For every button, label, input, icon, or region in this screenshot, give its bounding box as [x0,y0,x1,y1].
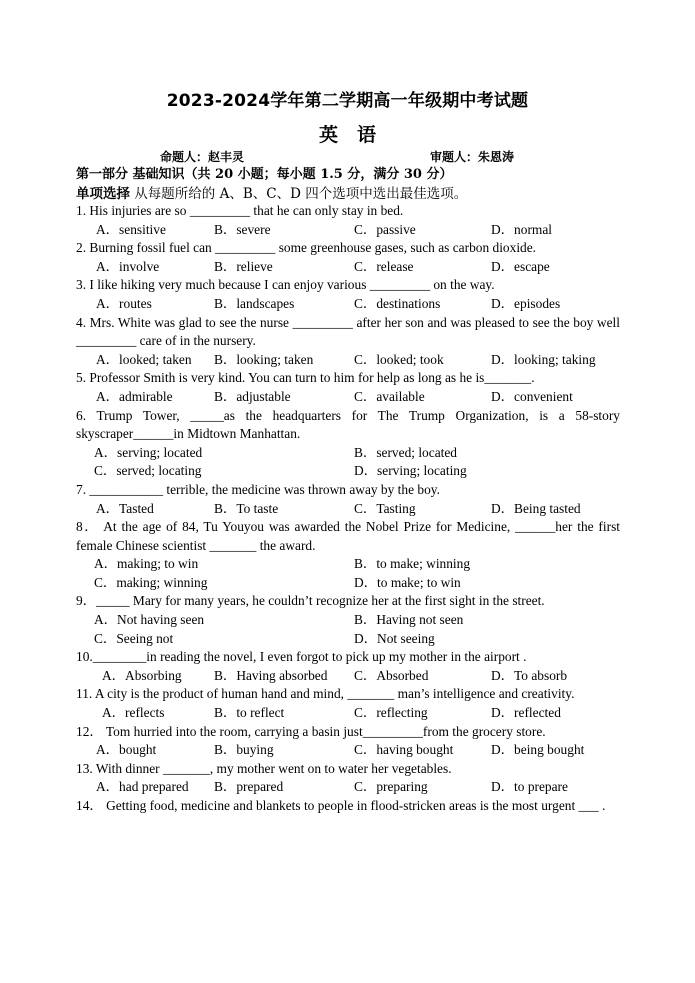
question-setter: 命题人：赵丰灵 [160,150,245,164]
option-b[interactable]: B．severe [214,221,271,237]
option-d[interactable]: D．being bought [491,742,585,758]
question-stem: 9．_____ Mary for many years, he couldn’t recognize her at the first sight in the street. [76,593,545,609]
option-row [76,221,620,240]
question-7 [76,481,620,518]
option-row [76,667,620,686]
option-a[interactable]: A．bought [96,742,157,758]
option-row [76,258,620,277]
option-a[interactable]: A．making; to win [94,556,199,572]
option-b[interactable]: B．looking; taken [214,351,314,367]
option-a[interactable]: A．Not having seen [94,612,205,628]
option-d[interactable]: D．reflected [491,705,561,721]
option-row [76,500,620,519]
option-row [76,555,620,574]
option-d[interactable]: D．normal [491,221,552,237]
option-c[interactable]: C．Tasting [354,500,416,516]
question-stem: 2. Burning fossil fuel can _________ some greenhouse gases, such as carbon dioxide. [76,240,537,256]
question-stem: 12． Tom hurried into the room, carrying a basin just_________from the grocery store. [76,723,546,739]
question-4 [76,314,620,370]
option-row [76,778,620,797]
question-12 [76,723,620,760]
option-b[interactable]: B．to reflect [214,705,285,721]
question-stem: 4. Mrs. White was glad to see the nurse _________ after her son and was pleased to see the boy well _________ care of in the nursery. [76,314,620,349]
option-d[interactable]: D．to prepare [491,779,568,795]
option-a[interactable]: A．routes [96,295,152,311]
option-a[interactable]: A．involve [96,258,160,274]
option-b[interactable]: B．adjustable [214,388,291,404]
question-stem: 3. I like hiking very much because I can enjoy various _________ on the way. [76,277,495,293]
option-b[interactable]: B．served; located [354,444,457,460]
instruction-text: 从每题所给的 A、B、C、D 四个选项中选出最佳选项。 [130,186,468,202]
option-c[interactable]: C．making; winning [94,574,208,590]
question-14 [76,797,620,816]
option-d[interactable]: D．convenient [491,388,573,404]
question-reviewer: 审题人：朱恩涛 [430,150,515,164]
question-stem: 13. With dinner _______, my mother went on to water her vegetables. [76,760,452,776]
option-d[interactable]: D．to make; to win [354,574,461,590]
option-a[interactable]: A．admirable [96,388,173,404]
option-b[interactable]: B．Having not seen [354,612,464,628]
question-3 [76,276,620,313]
option-d[interactable]: D．escape [491,258,550,274]
part-heading: 第一部分 基础知识（共 20 小题；每小题 1.5 分，满分 30 分） [76,167,453,182]
option-b[interactable]: B．prepared [214,779,284,795]
exam-title: 2023-2024学年第二学期高一年级期中考试题 [166,91,529,111]
option-b[interactable]: B．to make; winning [354,556,471,572]
option-b[interactable]: B．Having absorbed [214,667,328,683]
option-a[interactable]: A．Absorbing [102,667,182,683]
option-c[interactable]: C．Seeing not [94,630,174,646]
question-5 [76,369,620,406]
option-c[interactable]: C．reflecting [354,705,428,721]
option-d[interactable]: D．To absorb [491,667,568,683]
option-a[interactable]: A．Tasted [96,500,154,516]
option-c[interactable]: C．destinations [354,295,441,311]
question-stem: 5. Professor Smith is very kind. You can turn to him for help as long as he is_______. [76,370,535,386]
option-row [76,741,620,760]
option-b[interactable]: B．buying [214,742,274,758]
question-stem: 8． At the age of 84, Tu Youyou was awarded the Nobel Prize for Medicine, ______her the first female Chinese scientist _______ the award. [76,519,620,553]
option-c[interactable]: C．release [354,258,414,274]
option-b[interactable]: B．relieve [214,258,273,274]
option-row [76,574,620,593]
sub-heading: 单项选择 [76,186,130,202]
option-row [76,611,620,630]
question-2 [76,239,620,276]
option-c[interactable]: C．preparing [354,779,428,795]
option-a[interactable]: A．serving; located [94,444,203,460]
question-stem: 14． Getting food, medicine and blankets to people in flood-stricken areas is the most urgent ___ . [76,798,606,813]
option-row [76,630,620,649]
option-d[interactable]: D．Being tasted [491,500,581,516]
option-a[interactable]: A．had prepared [96,779,189,795]
option-row [76,295,620,314]
option-c[interactable]: C．available [354,388,425,404]
option-a[interactable]: A．looked; taken [96,351,192,367]
question-stem: 11. A city is the product of human hand and mind, _______ man’s intelligence and creativity. [76,686,575,702]
option-d[interactable]: D．serving; locating [354,463,467,479]
option-c[interactable]: C．looked; took [354,351,444,367]
question-stem: 1. His injuries are so _________ that he can only stay in bed. [76,203,404,218]
option-a[interactable]: A．reflects [102,705,165,721]
question-8 [76,518,620,592]
question-list [76,202,620,816]
option-d[interactable]: D．Not seeing [354,630,435,646]
option-c[interactable]: C．having bought [354,742,454,758]
option-b[interactable]: B．To taste [214,500,279,516]
option-row [76,462,620,481]
option-d[interactable]: D．episodes [491,295,561,311]
option-c[interactable]: C．passive [354,221,416,237]
option-row [76,704,620,723]
question-6 [76,407,620,481]
option-d[interactable]: D．looking; taking [491,351,596,367]
question-10 [76,648,620,685]
question-9 [76,592,620,648]
question-13 [76,760,620,797]
option-row [76,444,620,463]
question-1 [76,202,620,239]
option-c[interactable]: C．served; locating [94,463,202,479]
subject-title: 英 语 [318,124,376,146]
question-stem: 7. ___________ terrible, the medicine was thrown away by the boy. [76,481,440,497]
option-row [76,351,620,370]
question-stem: 10.________in reading the novel, I even forgot to pick up my mother in the airport . [76,649,527,665]
question-stem: 6. Trump Tower, _____as the headquarters for The Trump Organization, is a 58-story skyscraper______in Midtown Manhattan. [76,407,620,442]
section-instruction [76,182,467,202]
option-c[interactable]: C．Absorbed [354,667,429,683]
option-a[interactable]: A．sensitive [96,221,166,237]
option-row [76,388,620,407]
option-b[interactable]: B．landscapes [214,295,295,311]
question-11 [76,685,620,722]
